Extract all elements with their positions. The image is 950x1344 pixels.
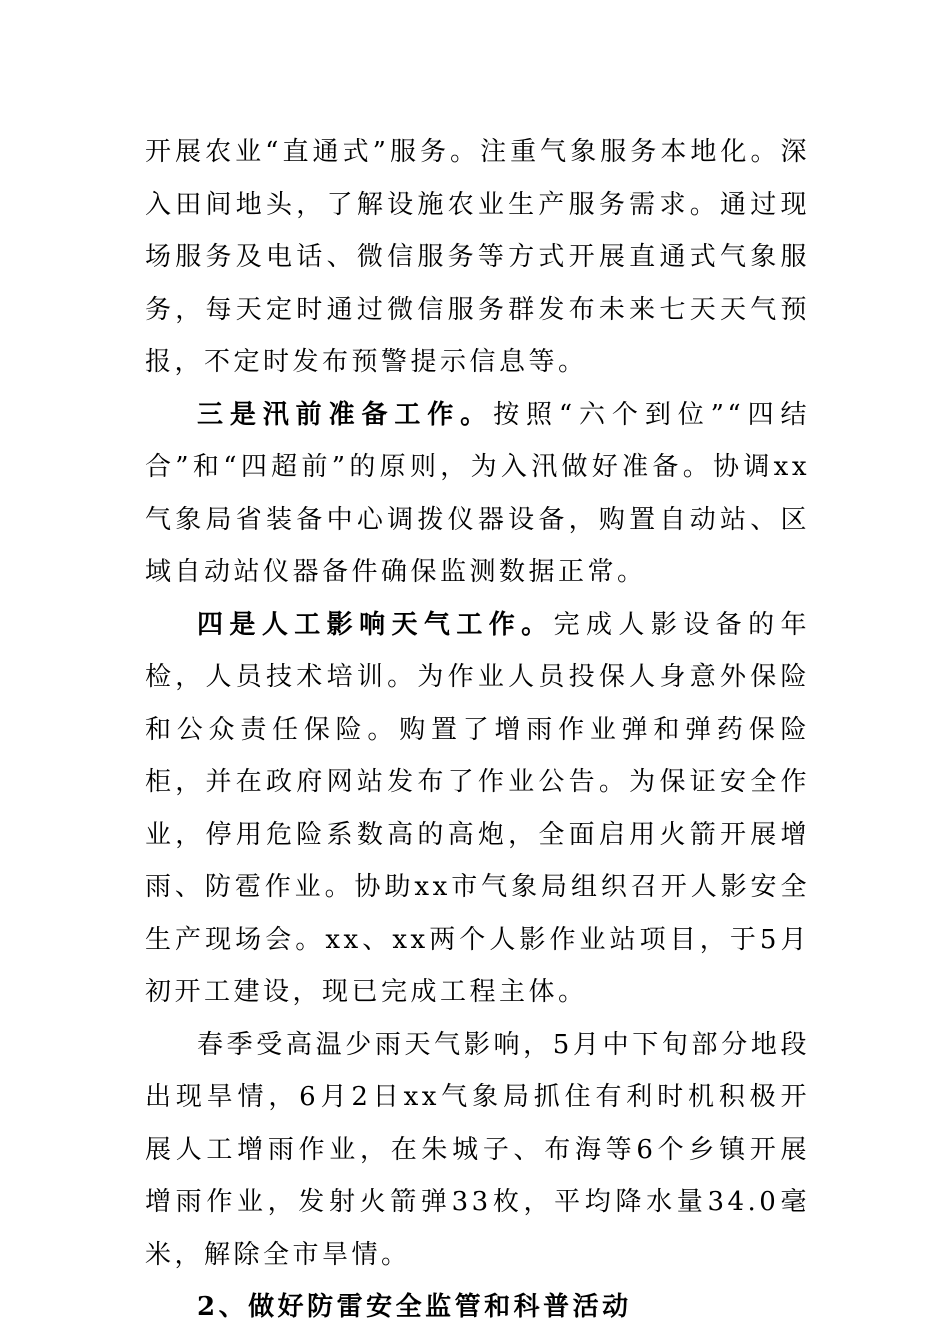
section-heading-lightning-safety: 2、做好防雷安全监管和科普活动 [197, 1292, 632, 1322]
paragraph-lead-weather-modification: 四是人工影响天气工作。 [197, 609, 554, 640]
paragraph-body-flood-preparation: 按照“六个到位”“四结合”和“四超前”的原则，为入汛做好准备。协调xx气象局省装备中心调拨仪器设备，购置自动站、区域自动站仪器备件确保监测数据正常。 [145, 399, 810, 587]
paragraph-flood-preparation [145, 389, 810, 599]
paragraph-agriculture-service: 开展农业“直通式”服务。注重气象服务本地化。深入田间地头，了解设施农业生产服务需求。通过现场服务及电话、微信服务等方式开展直通式气象服务，每天定时通过微信服务群发布未来七天天气预报，不定时发布预警提示信息等。 [145, 137, 810, 377]
paragraph-weather-modification [145, 599, 810, 1019]
paragraph-drought-relief: 春季受高温少雨天气影响，5月中下旬部分地段出现旱情，6月2日xx气象局抓住有利时机积极开展人工增雨作业，在朱城子、布海等6个乡镇开展增雨作业，发射火箭弹33枚，平均降水量34.0毫米，解除全市旱情。 [145, 1029, 810, 1270]
paragraph-lead-flood-preparation: 三是汛前准备工作。 [197, 399, 494, 430]
paragraph-body-weather-modification: 完成人影设备的年检，人员技术培训。为作业人员投保人身意外保险和公众责任保险。购置了增雨作业弹和弹药保险柜，并在政府网站发布了作业公告。为保证安全作业，停用危险系数高的高炮，全面启用火箭开展增雨、防雹作业。协助xx市气象局组织召开人影安全生产现场会。xx、xx两个人影作业站项目，于5月初开工建设，现已完成工程主体。 [145, 609, 810, 1007]
